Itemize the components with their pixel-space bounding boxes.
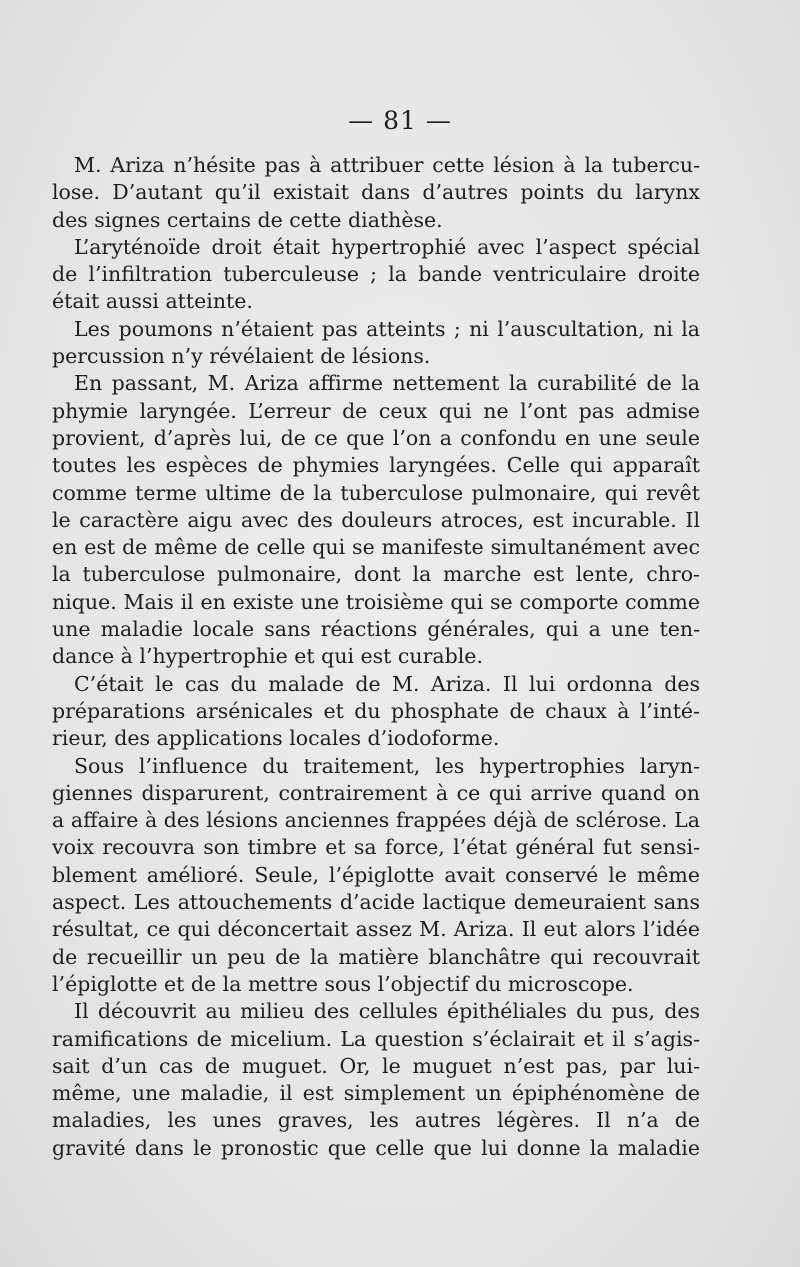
text-line: maladies, les unes graves, les autres légères. Il n’a de: [52, 1108, 700, 1133]
body-text: [52, 152, 700, 1162]
text-line: le caractère aigu avec des douleurs atroces, est incurable. Il: [52, 507, 700, 532]
text-line: toutes les espèces de phymies laryngées. Celle qui apparaît: [52, 453, 700, 478]
text-line: en est de même de celle qui se manifeste simultanément avec: [52, 535, 700, 560]
text-line: voix recouvra son timbre et sa force, l’état général fut sensi-: [52, 835, 700, 860]
text-line: était aussi atteinte.: [52, 289, 253, 314]
text-line: C’était le cas du malade de M. Ariza. Il lui ordonna des: [74, 671, 700, 696]
text-line: nique. Mais il en existe une troisième qui se comporte comme: [52, 589, 700, 614]
text-line: provient, d’après lui, de ce que l’on a confondu en une seule: [52, 425, 700, 450]
text-line: la tuberculose pulmonaire, dont la marche est lente, chro-: [52, 562, 700, 587]
text-line: une maladie locale sans réactions générales, qui a une ten-: [52, 617, 700, 642]
paragraph: [52, 998, 700, 1162]
text-line: résultat, ce qui déconcertait assez M. Ariza. Il eut alors l’idée: [52, 917, 700, 942]
paragraph: [52, 234, 700, 316]
text-line: comme terme ultime de la tuberculose pulmonaire, qui revêt: [52, 480, 700, 505]
text-line: rieur, des applications locales d’iodoforme.: [52, 726, 500, 751]
text-line: lose. D’autant qu’il existait dans d’autres points du larynx: [52, 180, 700, 205]
text-line: aspect. Les attouchements d’acide lactique demeuraient sans: [52, 890, 700, 915]
text-line: L’aryténoïde droit était hypertrophié avec l’aspect spécial: [74, 234, 700, 259]
text-line: a affaire à des lésions anciennes frappées déjà de sclérose. La: [52, 808, 700, 833]
text-line: de recueillir un peu de la matière blanchâtre qui recouvrait: [52, 944, 700, 969]
text-line: dance à l’hypertrophie et qui est curable.: [52, 644, 483, 669]
text-line: M. Ariza n’hésite pas à attribuer cette lésion à la tubercu-: [74, 153, 700, 177]
text-line: Il découvrit au milieu des cellules épithéliales du pus, des: [74, 999, 700, 1024]
text-line: percussion n’y révélaient de lésions.: [52, 344, 431, 369]
text-line: phymie laryngée. L’erreur de ceux qui ne l’ont pas admise: [52, 398, 700, 423]
text-line: giennes disparurent, contrairement à ce qui arrive quand on: [52, 780, 700, 805]
paragraph: [52, 753, 700, 999]
paragraph: [52, 370, 700, 670]
text-line: même, une maladie, il est simplement un épiphénomène de: [52, 1081, 700, 1106]
text-line: blement amélioré. Seule, l’épiglotte avait conservé le même: [52, 862, 700, 887]
paragraph: [52, 671, 700, 753]
text-line: l’épiglotte et de la mettre sous l’objectif du microscope.: [52, 971, 634, 996]
text-line: sait d’un cas de muguet. Or, le muguet n’est pas, par lui-: [52, 1053, 700, 1078]
paragraph: [52, 152, 700, 234]
page-number: — 81 —: [348, 106, 452, 135]
text-line: Sous l’influence du traitement, les hypertrophies laryn-: [74, 753, 700, 778]
text-line: des signes certains de cette diathèse.: [52, 207, 443, 232]
text-line: Les poumons n’étaient pas atteints ; ni l’auscultation, ni la: [74, 316, 700, 341]
text-line: ramifications de micelium. La question s’éclairait et il s’agis-: [52, 1026, 700, 1051]
text-line: En passant, M. Ariza affirme nettement la curabilité de la: [74, 371, 700, 396]
text-line: gravité dans le pronostic que celle que lui donne la maladie: [52, 1135, 700, 1160]
text-line: préparations arsénicales et du phosphate de chaux à l’inté-: [52, 698, 700, 723]
paragraph: [52, 316, 700, 371]
text-line: de l’infiltration tuberculeuse ; la bande ventriculaire droite: [52, 262, 700, 287]
